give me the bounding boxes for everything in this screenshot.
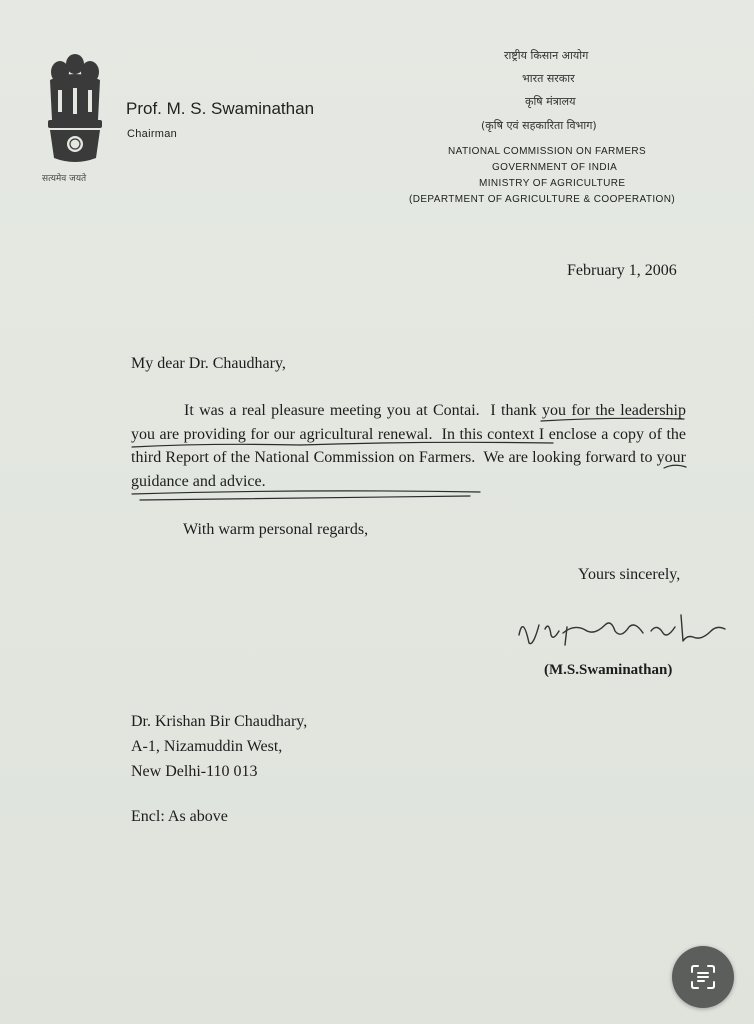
recipient-address-line: A-1, Nizamuddin West, [131,738,283,755]
signatory-name: (M.S.Swaminathan) [544,662,673,678]
enclosure-note: Encl: As above [131,808,228,825]
body-sentence-2: I thank you for the leadership you are providing for our agricultural renewal. [131,402,686,443]
body-sentence-1: It was a real pleasure meeting you at Contai. [184,402,480,419]
hindi-commission-name: राष्ट्रीय किसान आयोग [504,49,589,62]
letter-body [131,399,686,493]
recipient-name: Dr. Krishan Bir Chaudhary, [131,713,308,730]
sender-title: Chairman [127,128,178,140]
body-sentence-4: We are looking forward to your guidance and advice. [131,449,686,490]
hindi-ministry: कृषि मंत्रालय [525,95,576,108]
emblem-motto: सत्यमेव जयते [42,174,87,184]
text-scan-icon [688,962,718,992]
government-name: GOVERNMENT OF INDIA [492,162,618,173]
national-emblem-icon [40,50,110,168]
sign-off: Yours sincerely, [578,566,681,583]
body-sentence-3: In this context I enclose a copy of the third Report of the National Commission on Farmers. [131,425,687,466]
ministry-name: MINISTRY OF AGRICULTURE [479,178,626,189]
sender-name: Prof. M. S. Swaminathan [126,99,315,118]
letter-date: February 1, 2006 [567,262,677,279]
recipient-city: New Delhi-110 013 [131,763,258,780]
hindi-department: (कृषि एवं सहकारिता विभाग) [481,119,597,132]
department-name: (DEPARTMENT OF AGRICULTURE & COOPERATION) [409,194,676,205]
commission-name: NATIONAL COMMISSION ON FARMERS [448,146,647,157]
handwritten-signature [515,605,730,653]
salutation: My dear Dr. Chaudhary, [131,355,286,372]
hindi-government: भारत सरकार [522,72,575,85]
closing-line: With warm personal regards, [183,521,369,538]
text-scan-button[interactable] [672,946,734,1008]
